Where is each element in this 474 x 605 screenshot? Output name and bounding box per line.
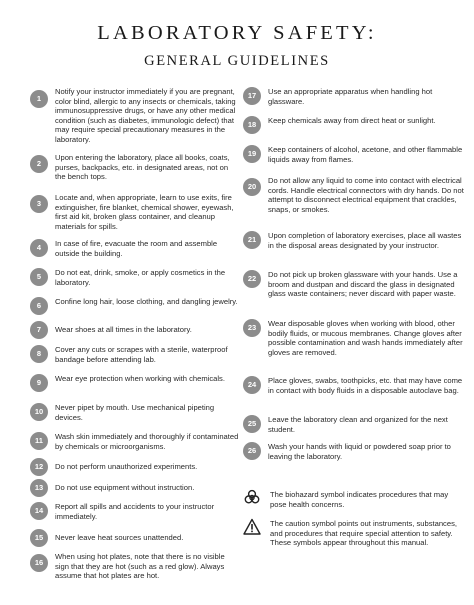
guideline-text: Do not pick up broken glassware with your hands. Use a broom and dustpan and discard the glass in designated glass waste containers; never discard with paper waste. — [268, 270, 458, 299]
guideline-text: Notify your instructor immediately if you are pregnant, color blind, allergic to any insects or chemicals, taking immunosuppressive drugs, or have any other medical condition (such as diabetes, immunologic defect) that may require special precautionary measures in the laboratory. — [55, 87, 236, 144]
item-number-badge: 14 — [30, 502, 48, 520]
item-number-badge: 6 — [30, 297, 48, 315]
guideline-text: Cover any cuts or scrapes with a sterile, waterproof bandage before attending lab. — [55, 345, 228, 364]
item-number-badge: 10 — [30, 403, 48, 421]
item-number-badge: 18 — [243, 116, 261, 134]
guideline-text: In case of fire, evacuate the room and assemble outside the building. — [55, 239, 218, 258]
guideline-text: Upon completion of laboratory exercises, place all wastes in the disposal areas designated by your instructor. — [268, 231, 462, 250]
guideline-text: Confine long hair, loose clothing, and dangling jewelry. — [55, 297, 238, 306]
item-number-badge: 11 — [30, 432, 48, 450]
guideline-text: Wash your hands with liquid or powdered soap prior to leaving the laboratory. — [268, 442, 451, 461]
guideline-text: Do not use equipment without instruction. — [55, 483, 195, 492]
item-number-badge: 19 — [243, 145, 261, 163]
caution-legend-text: The caution symbol points out instruments, substances, and procedures that require special attention to safety. These symbols appear throughout this manual. — [270, 519, 457, 548]
item-number-badge: 8 — [30, 345, 48, 363]
guideline-text: Wash skin immediately and thoroughly if contaminated by chemicals or microorganisms. — [55, 432, 239, 451]
item-number-badge: 25 — [243, 415, 261, 433]
item-number-badge: 20 — [243, 178, 261, 196]
guideline-text: Report all spills and accidents to your instructor immediately. — [55, 502, 215, 521]
guideline-text: Wear disposable gloves when working with blood, other bodily fluids, or mucous membranes. Change gloves after possible contamination and wash hands immediately after gloves are removed. — [268, 319, 463, 357]
guideline-text: Wear shoes at all times in the laboratory. — [55, 325, 192, 334]
item-number-badge: 21 — [243, 231, 261, 249]
item-number-badge: 23 — [243, 319, 261, 337]
guideline-text: Do not perform unauthorized experiments. — [55, 462, 198, 471]
guideline-text: Use an appropriate apparatus when handling hot glassware. — [268, 87, 433, 106]
item-number-badge: 4 — [30, 239, 48, 257]
guideline-text: Upon entering the laboratory, place all books, coats, purses, backpacks, etc. in designated areas, not on the bench tops. — [55, 153, 230, 182]
item-number-badge: 2 — [30, 155, 48, 173]
item-number-badge: 22 — [243, 270, 261, 288]
guideline-text: When using hot plates, note that there is no visible sign that they are hot (such as a red glow). Always assume that hot plates are hot. — [55, 552, 225, 581]
item-number-badge: 9 — [30, 374, 48, 392]
guideline-text: Wear eye protection when working with chemicals. — [55, 374, 225, 383]
biohazard-icon — [243, 488, 261, 506]
item-number-badge: 5 — [30, 268, 48, 286]
guideline-text: Locate and, when appropriate, learn to use exits, fire extinguisher, fire blanket, chemical shower, eyewash, first aid kit, broken glass container, and cleanup materials for spills. — [55, 193, 234, 231]
item-number-badge: 17 — [243, 87, 261, 105]
guideline-text: Never leave heat sources unattended. — [55, 533, 184, 542]
guideline-text: Place gloves, swabs, toothpicks, etc. that may have come in contact with body fluids in a disposable autoclave bag. — [268, 376, 463, 395]
item-number-badge: 3 — [30, 195, 48, 213]
item-number-badge: 15 — [30, 529, 48, 547]
item-number-badge: 24 — [243, 376, 261, 394]
guideline-text: Never pipet by mouth. Use mechanical pipeting devices. — [55, 403, 215, 422]
page-subtitle: GENERAL GUIDELINES — [144, 53, 330, 69]
item-number-badge: 7 — [30, 321, 48, 339]
guideline-text: Leave the laboratory clean and organized for the next student. — [268, 415, 448, 434]
guideline-text: Do not eat, drink, smoke, or apply cosmetics in the laboratory. — [55, 268, 226, 287]
item-number-badge: 1 — [30, 90, 48, 108]
guideline-text: Keep chemicals away from direct heat or sunlight. — [268, 116, 436, 125]
guideline-text: Keep containers of alcohol, acetone, and other flammable liquids away from flames. — [268, 145, 463, 164]
page-title: LABORATORY SAFETY: — [97, 22, 377, 44]
item-number-badge: 12 — [30, 458, 48, 476]
item-number-badge: 16 — [30, 554, 48, 572]
biohazard-legend-text: The biohazard symbol indicates procedures that may pose health concerns. — [270, 490, 449, 509]
caution-icon — [243, 518, 261, 536]
guideline-text: Do not allow any liquid to come into contact with electrical cords. Handle electrical connectors with dry hands. Do not attempt to disconnect electrical equipment that crackles, snaps, or smokes. — [268, 176, 464, 214]
item-number-badge: 13 — [30, 479, 48, 497]
item-number-badge: 26 — [243, 442, 261, 460]
